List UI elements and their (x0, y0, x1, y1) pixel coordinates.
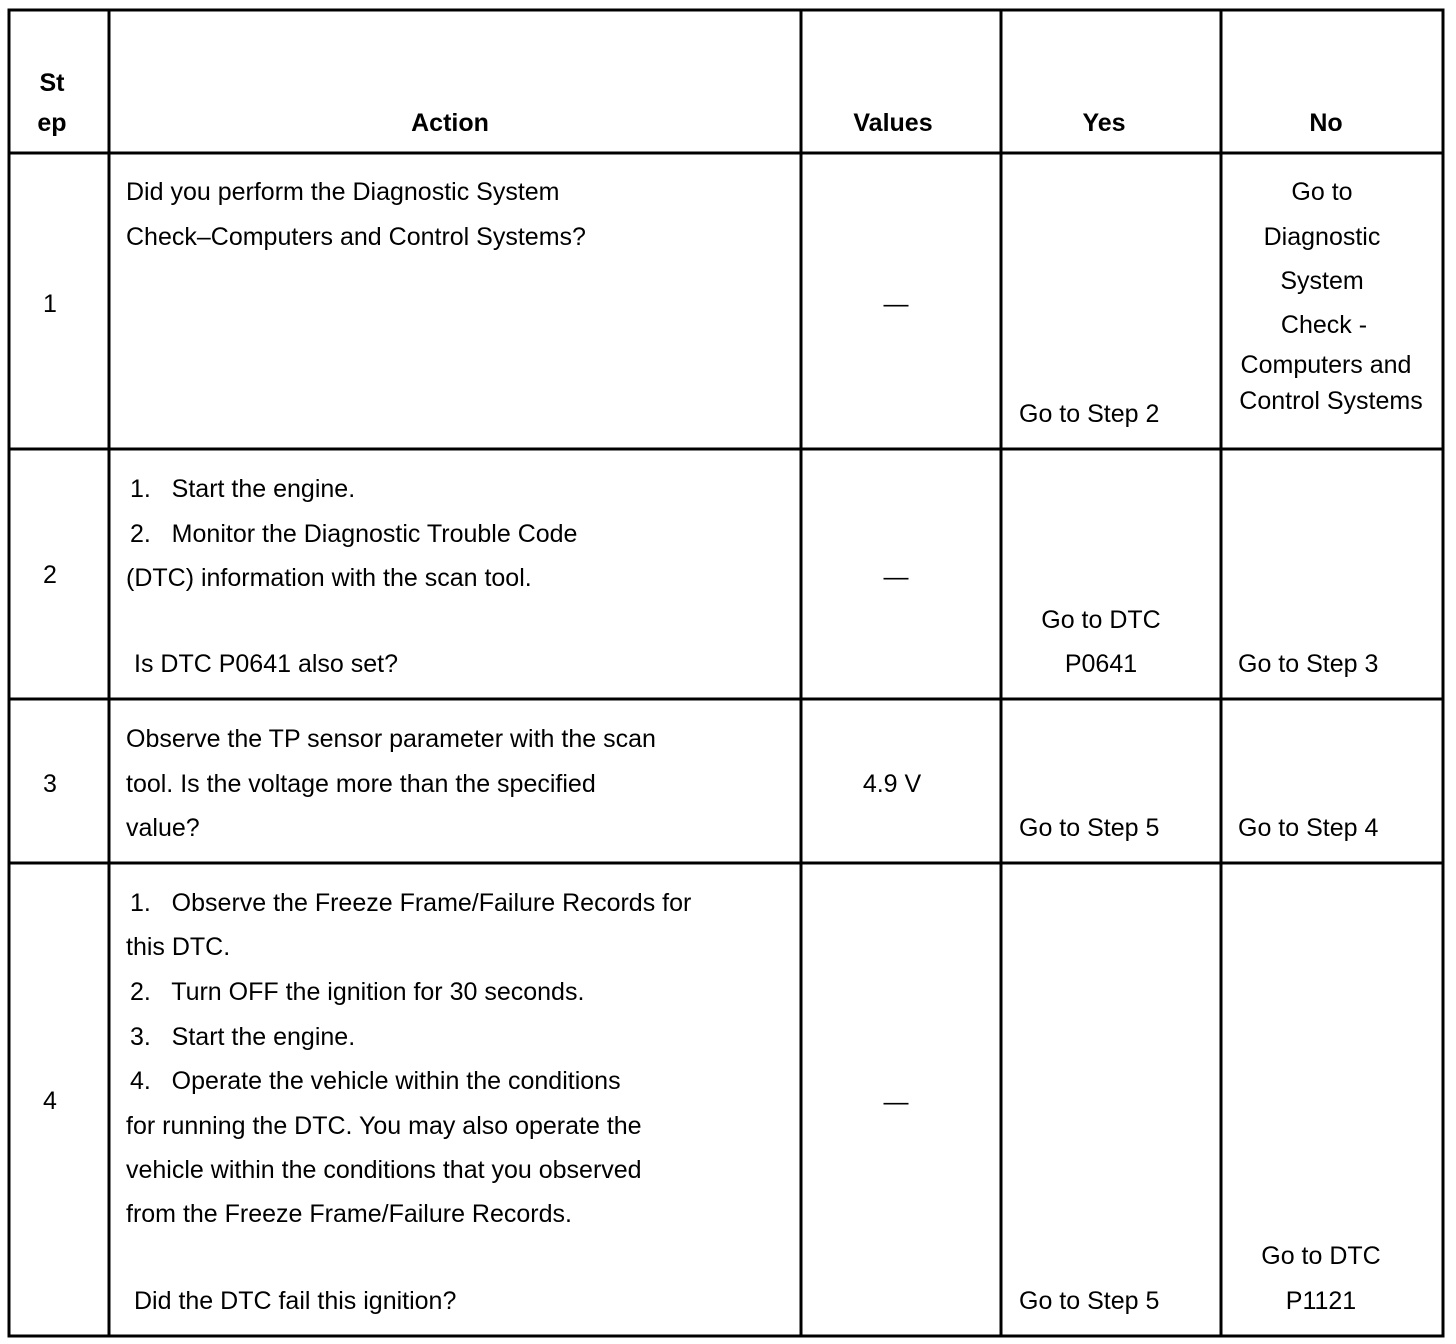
value-text: 4.9 V (862, 770, 922, 798)
action-line: tool. Is the voltage more than the specified (126, 770, 596, 798)
yes-text: Go to Step 5 (1019, 1287, 1160, 1315)
value-text: — (883, 1088, 909, 1116)
no-text: Go to DTC (1261, 1242, 1381, 1270)
no-text: Diagnostic (1263, 223, 1381, 251)
action-line: 2. Turn OFF the ignition for 30 seconds. (130, 978, 585, 1006)
header-step-line2: ep (37, 109, 67, 137)
action-line: Is DTC P0641 also set? (134, 650, 399, 678)
value-text: — (883, 563, 909, 591)
step-number: 3 (43, 770, 57, 798)
action-line: Observe the TP sensor parameter with the scan (126, 725, 656, 753)
header-values: Values (853, 109, 933, 137)
action-line: 4. Operate the vehicle within the conditions (130, 1067, 621, 1095)
no-text: P1121 (1285, 1287, 1357, 1315)
step-number: 1 (43, 290, 57, 318)
action-line: Did you perform the Diagnostic System (126, 178, 560, 206)
no-text: Go to Step 3 (1238, 650, 1379, 678)
no-text: Computers and (1240, 351, 1412, 379)
no-text: System (1280, 267, 1364, 295)
action-line: 3. Start the engine. (130, 1023, 356, 1051)
yes-text: Go to Step 5 (1019, 814, 1160, 842)
header-action: Action (411, 109, 489, 137)
action-line: vehicle within the conditions that you observed (126, 1156, 642, 1184)
header-step-line1: St (39, 69, 65, 97)
header-no: No (1309, 109, 1343, 137)
no-text: Go to Step 4 (1238, 814, 1379, 842)
step-number: 4 (43, 1087, 57, 1115)
action-line: for running the DTC. You may also operate the (126, 1112, 642, 1140)
action-line: 1. Start the engine. (130, 475, 356, 503)
step-number: 2 (43, 561, 57, 589)
action-line: value? (126, 814, 200, 842)
value-text: — (883, 290, 909, 318)
action-line: from the Freeze Frame/Failure Records. (126, 1200, 572, 1228)
action-line: 2. Monitor the Diagnostic Trouble Code (130, 520, 578, 548)
action-line: Check–Computers and Control Systems? (126, 223, 586, 251)
no-text: Go to (1291, 178, 1353, 206)
no-text: Check - (1280, 311, 1368, 339)
no-text: Control Systems (1239, 387, 1423, 415)
action-line: (DTC) information with the scan tool. (126, 564, 532, 592)
action-line: Did the DTC fail this ignition? (134, 1287, 457, 1315)
action-line: 1. Observe the Freeze Frame/Failure Records for (130, 889, 692, 917)
yes-text: Go to DTC (1041, 606, 1161, 634)
yes-text: P0641 (1064, 650, 1138, 678)
header-yes: Yes (1082, 109, 1126, 137)
action-line: this DTC. (126, 933, 231, 961)
yes-text: Go to Step 2 (1019, 400, 1160, 428)
